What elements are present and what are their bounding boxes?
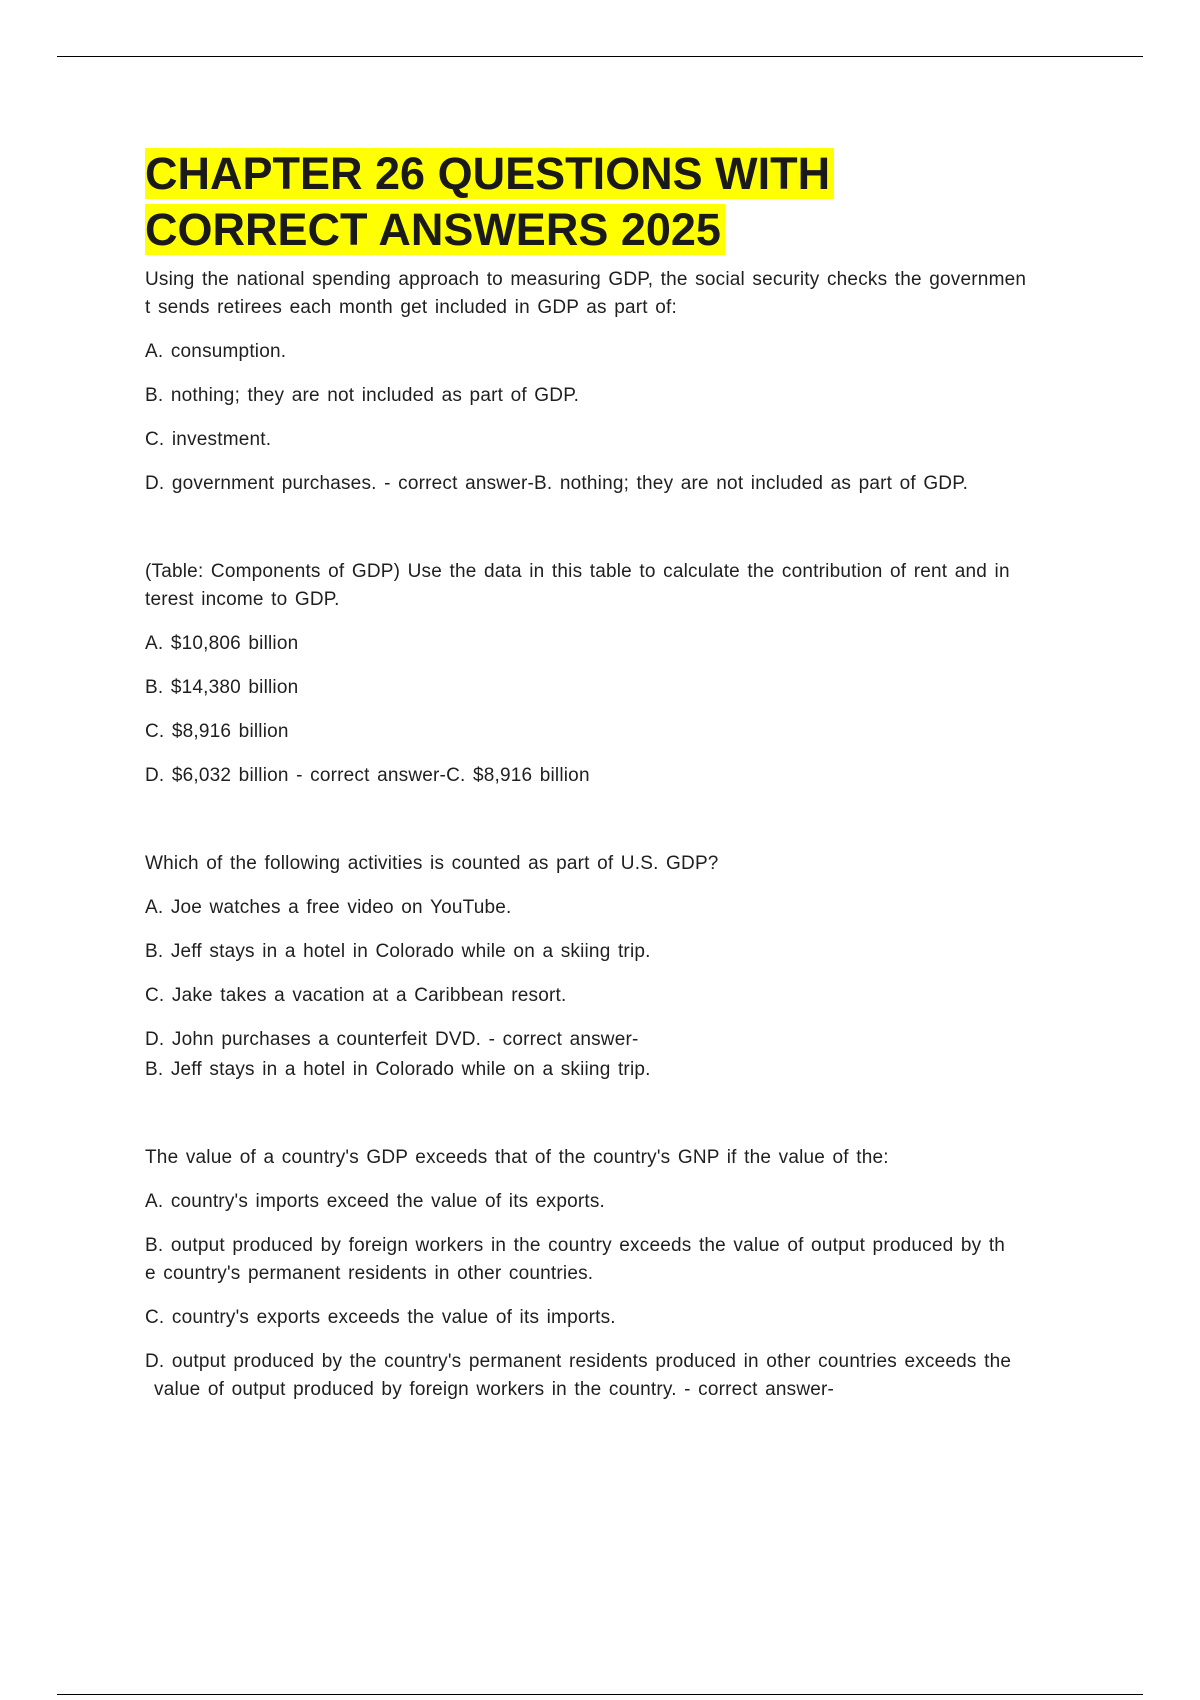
question-1 (145, 266, 1083, 498)
question-4-option-b-line-2: e country's permanent residents in other countries. (145, 1263, 594, 1284)
question-3-option-a: A. Joe watches a free video on YouTube. (145, 897, 512, 918)
question-1-text (145, 266, 1083, 322)
question-3-option-d: D. John purchases a counterfeit DVD. - correct answer- (145, 1029, 639, 1050)
document-title (145, 146, 905, 258)
question-4-option-c: C. country's exports exceeds the value of its imports. (145, 1307, 616, 1328)
question-4-option-d-line-2: value of output produced by foreign workers in the country. - correct answer- (154, 1379, 835, 1400)
question-2-text-line-1: (Table: Components of GDP) Use the data in this table to calculate the contribution of rent and in (145, 561, 1010, 582)
question-4-option-d-answer (145, 1348, 1083, 1404)
question-1-option-d-answer: D. government purchases. - correct answer-B. nothing; they are not included as part of GDP. (145, 473, 969, 494)
question-3-option-c: C. Jake takes a vacation at a Caribbean resort. (145, 985, 567, 1006)
title-line-1: CHAPTER 26 QUESTIONS WITH (145, 148, 834, 199)
question-4-option-a: A. country's imports exceed the value of its exports. (145, 1191, 606, 1212)
question-1-option-b: B. nothing; they are not included as part of GDP. (145, 385, 580, 406)
question-2-option-a: A. $10,806 billion (145, 633, 299, 654)
footer-rule (57, 1694, 1143, 1695)
question-1-option-a: A. consumption. (145, 341, 287, 362)
document-body (145, 146, 1083, 1404)
question-4 (145, 1144, 1083, 1404)
question-3-answer: B. Jeff stays in a hotel in Colorado while on a skiing trip. (145, 1059, 651, 1080)
question-3-option-b: B. Jeff stays in a hotel in Colorado while on a skiing trip. (145, 941, 651, 962)
question-1-text-line-2: t sends retirees each month get included in GDP as part of: (145, 297, 677, 318)
question-2 (145, 558, 1083, 790)
question-2-text-line-2: terest income to GDP. (145, 589, 340, 610)
question-2-text (145, 558, 1083, 614)
question-3 (145, 850, 1083, 1084)
question-2-option-d-answer: D. $6,032 billion - correct answer-C. $8,916 billion (145, 765, 590, 786)
question-2-option-b: B. $14,380 billion (145, 677, 299, 698)
question-1-option-c: C. investment. (145, 429, 272, 450)
question-4-option-b (145, 1232, 1083, 1288)
question-2-option-c: C. $8,916 billion (145, 721, 289, 742)
question-4-option-b-line-1: B. output produced by foreign workers in the country exceeds the value of output produced by th (145, 1235, 1006, 1256)
question-4-text: The value of a country's GDP exceeds that of the country's GNP if the value of the: (145, 1147, 889, 1168)
question-3-text: Which of the following activities is counted as part of U.S. GDP? (145, 853, 719, 874)
question-4-option-d-line-1: D. output produced by the country's permanent residents produced in other countries exceeds the (145, 1351, 1012, 1372)
question-1-text-line-1: Using the national spending approach to measuring GDP, the social security checks the governmen (145, 269, 1027, 290)
header-rule (57, 56, 1143, 57)
title-line-2: CORRECT ANSWERS 2025 (145, 204, 725, 255)
